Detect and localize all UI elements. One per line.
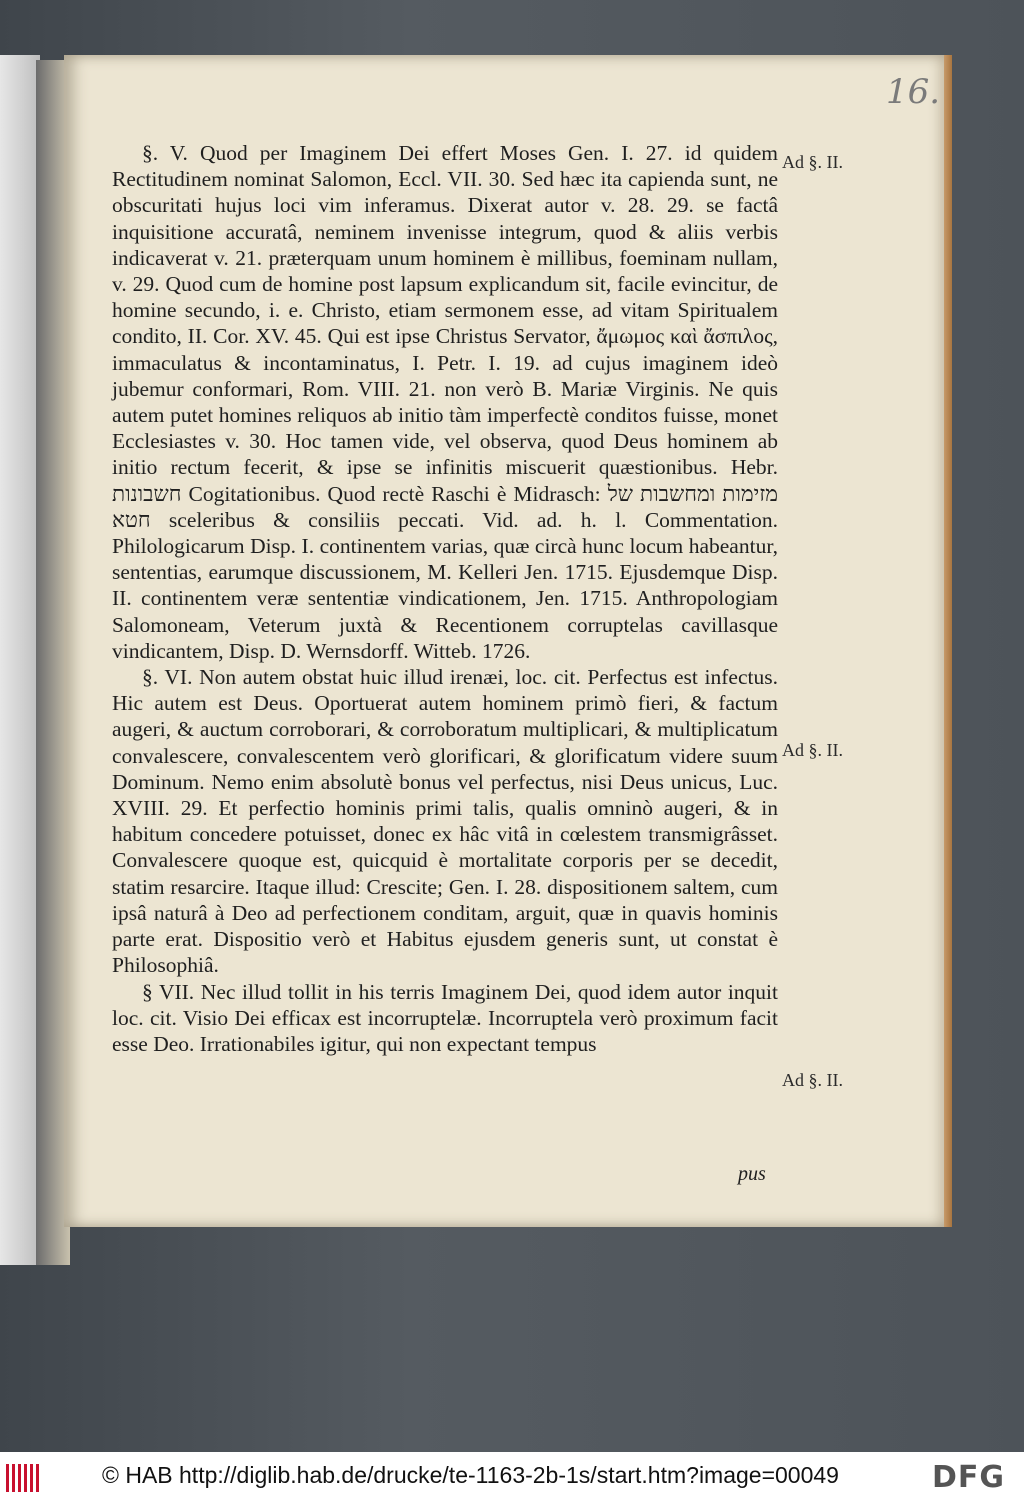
footer-bar: [0, 1452, 1024, 1502]
folio-mark: 16.: [886, 72, 941, 112]
margin-note: Ad §. II.: [782, 1070, 843, 1090]
previous-page-edge: [0, 55, 40, 1265]
margin-note: Ad §. II.: [782, 740, 843, 760]
paragraph-section-5: §. V. Quod per Imaginem Dei effert Moses Gen. I. 27. id quidem Rectitudinem nominat Salomon, Eccl. VII. 30. Sed hæc ita capienda sunt, ne obscuritati hujus loci vim inferamus. Dixerat autor v. 28. 29. se factâ inquisitione accuratâ, neminem invenisse integrum, quod & aliis verbis indicaverat v. 21. præterquam unum hominem è millibus, foeminam nullam, v. 29. Quod cum de homine post lapsum explicandum sit, facile evincitur, de homine secundo, i. e. Christo, etiam sermonem esse, ad vitam Spiritualem condito, II. Cor. XV. 45. Qui est ipse Christus Servator, ἄμωμος καὶ ἄσπιλος, immaculatus & incontaminatus, I. Petr. I. 19. ad cujus imaginem ideò jubemur conformari, Rom. VIII. 21. non verò B. Mariæ Virginis. Ne quis autem putet homines reliquos ab initio tàm imperfectè conditos fuisse, monet Ecclesiastes v. 30. Hoc tamen vide, vel observa, quod Deus hominem ab initio rectum fecerit, & ipse se infinitis miscuerit quæstionibus. Hebr. חשבונות Cogitationibus. Quod rectè Raschi è Midrasch: מזימות ומחשבות של חטא sceleribus & consiliis peccati. Vid. ad. h. l. Commentation. Philologicarum Disp. I. continentem varias, quæ circà hunc locum habeantur, sententias, earumque discussionem, M. Kelleri Jen. 1715. Ejusdemque Disp. II. continentem veræ sententiæ vindicationem, Jen. 1715. Anthropologiam Salomoneam, Veterum juxtà & Recentionem corruptelas cavillasque vindicantem, Disp. D. Wernsdorff. Witteb. 1726.: [112, 141, 779, 663]
page-edge: [944, 55, 952, 1227]
hab-logo-icon: [6, 1464, 42, 1492]
page-text: [112, 140, 778, 1057]
paragraph-section-7: § VII. Nec illud tollit in his terris Imaginem Dei, quod idem autor inquit loc. cit. Visio Dei efficax est incorruptelæ. Incorruptela verò proximum facit esse Deo. Irrationabiles igitur, qui non expectant tempus: [112, 979, 778, 1056]
catchword: pus: [738, 1163, 766, 1185]
copyright-url-link[interactable]: © HAB http://diglib.hab.de/drucke/te-1163-2b-1s/start.htm?image=00049: [102, 1462, 839, 1488]
dfg-logo: DFG: [932, 1460, 1006, 1495]
margin-note: Ad §. II.: [782, 152, 843, 172]
paragraph-section-6: §. VI. Non autem obstat huic illud irenæi, loc. cit. Perfectus est infectus. Hic autem est Deus. Oportuerat autem hominem primò fieri, & factum augeri, & auctum corroborari, & corroboratum multiplicari, & multiplicatum convalescere, convalescentem verò glorificari, & glorificatum videre suum Dominum. Nemo enim absolutè bonus vel perfectus, nisi Deus unicus, Luc. XVIII. 29. Et perfectio hominis primi talis, qualis omninò augeri, & in habitum concedere potuisset, donec ex hâc vitâ in cœlestem transmigrâsset. Convalescere quoque est, quicquid è mortalitate corporis per se decedit, statim resarcire. Itaque illud: Crescite; Gen. I. 28. dispositionem saltem, cum ipsâ naturâ à Deo ad perfectionem conditam, arguit, quæ in quavis hominis parte erat. Dispositio verò et Habitus ejusdem generis sunt, ut constat è Philosophiâ.: [112, 665, 778, 978]
